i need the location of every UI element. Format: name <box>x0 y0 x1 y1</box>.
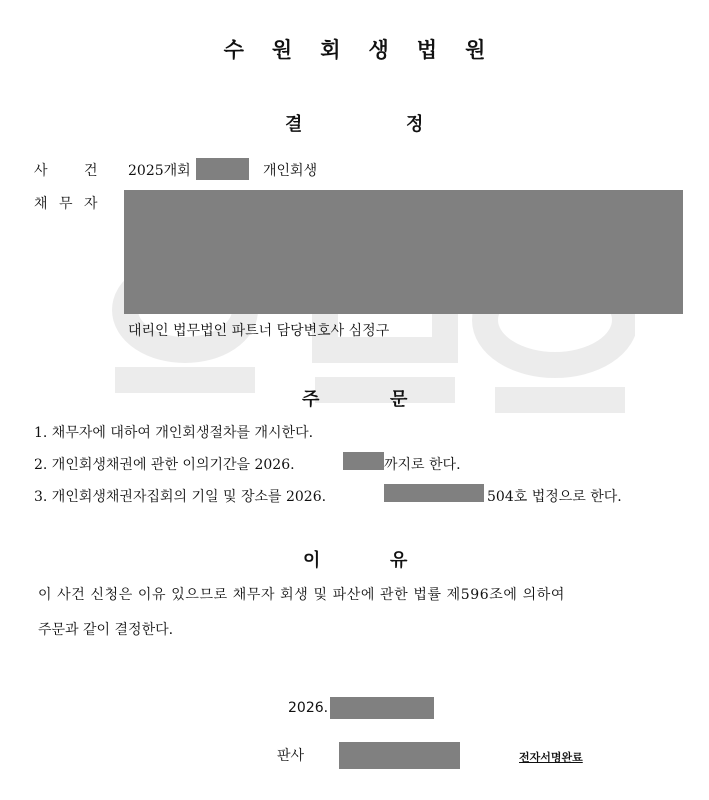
order-item-3-suffix: 504호 법정으로 한다. <box>487 489 622 505</box>
signature-note: 전자서명완료 <box>519 751 583 764</box>
case-number-redaction <box>196 158 249 180</box>
case-label-1: 사 <box>34 163 48 179</box>
order-item-3-redaction <box>384 484 484 502</box>
order-heading-left: 주 <box>302 389 320 410</box>
representative: 대리인 법무법인 파트너 담당변호사 심정구 <box>128 323 390 339</box>
order-item-3-prefix: 3. 개인회생채권자집회의 기일 및 장소를 2026. <box>34 489 327 505</box>
reason-heading-left: 이 <box>303 550 321 571</box>
order-heading-right: 문 <box>390 389 408 410</box>
court-title: 수원회생법원 <box>223 38 514 62</box>
order-item-2-prefix: 2. 개인회생채권에 관한 이의기간을 2026. <box>34 457 295 473</box>
debtor-redaction <box>124 190 683 314</box>
case-number: 2025개회 <box>128 163 191 179</box>
judge-name-redaction <box>339 742 460 769</box>
order-item-1: 1. 채무자에 대하여 개인회생절차를 개시한다. <box>34 425 314 441</box>
order-item-2-redaction <box>343 452 384 470</box>
date-redaction <box>330 697 434 719</box>
debtor-label-3: 자 <box>84 196 98 212</box>
order-item-2-suffix: 까지로 한다. <box>384 457 461 473</box>
decision-heading-right: 정 <box>406 114 424 135</box>
case-label-2: 건 <box>84 163 98 179</box>
decision-heading-left: 결 <box>285 114 303 135</box>
reason-heading-right: 유 <box>390 550 408 571</box>
reason-line-1: 이 사건 신청은 이유 있으므로 채무자 회생 및 파산에 관한 법률 제596조에 의하여 <box>38 587 565 603</box>
reason-line-2: 주문과 같이 결정한다. <box>38 622 174 638</box>
case-type: 개인회생 <box>263 163 318 179</box>
decision-date: 2026. <box>288 700 329 716</box>
debtor-label-1: 채 <box>34 196 48 212</box>
judge-label: 판사 <box>277 748 305 764</box>
debtor-label-2: 무 <box>59 196 73 212</box>
